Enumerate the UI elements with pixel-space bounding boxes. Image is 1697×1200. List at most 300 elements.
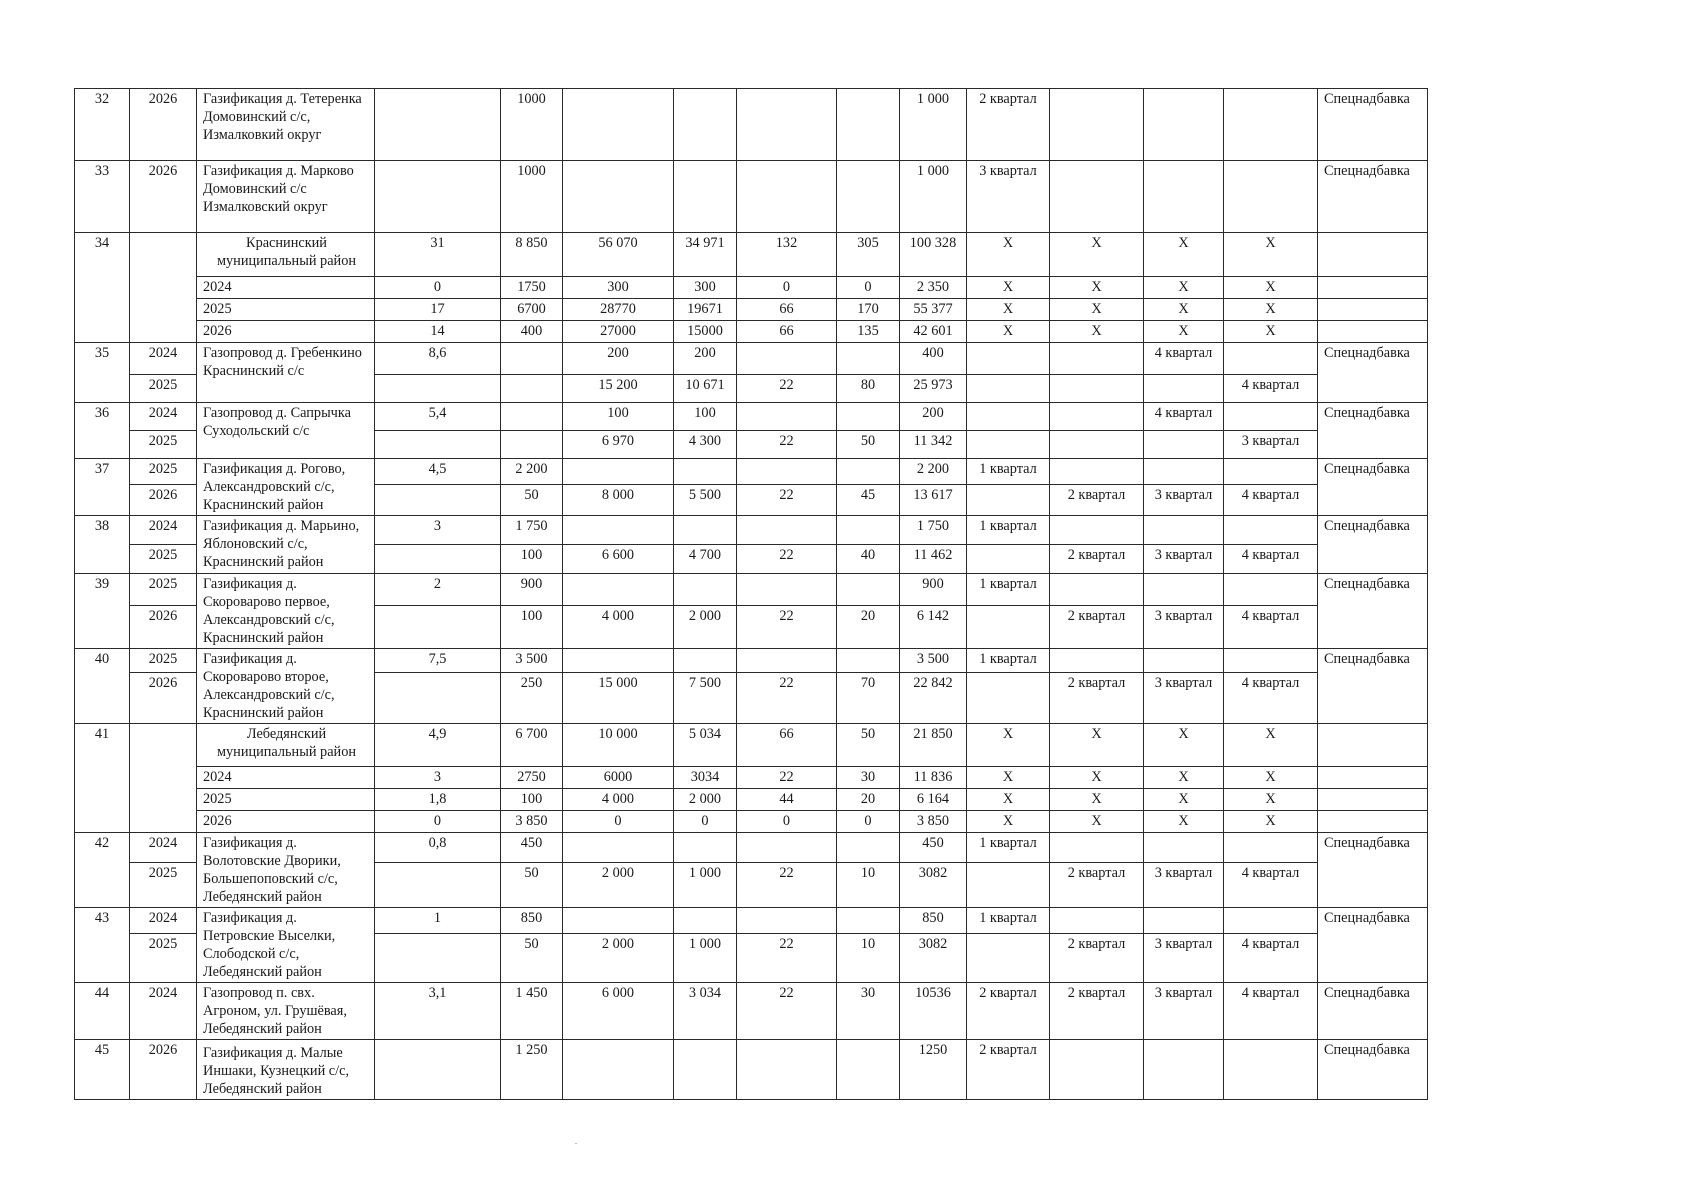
- cost-cell-1: 50: [501, 485, 563, 516]
- cost-cell-2: 27000: [563, 321, 674, 343]
- cost-cell-3: 4 300: [674, 431, 737, 459]
- note-cell: Спецнадбавка: [1318, 459, 1428, 516]
- cost-cell-5: 50: [837, 431, 900, 459]
- cost-cell-5: 170: [837, 299, 900, 321]
- note-cell: Спецнадбавка: [1318, 343, 1428, 403]
- stage-2-cell: [1050, 89, 1144, 161]
- cost-cell-5: [837, 161, 900, 233]
- stage-1-cell: 3 квартал: [967, 161, 1050, 233]
- total-cell: 3 500: [900, 649, 967, 673]
- stage-4-cell: 3 квартал: [1224, 431, 1318, 459]
- cost-cell-1: 3 500: [501, 649, 563, 673]
- district-year-row: [75, 299, 1428, 321]
- stage-4-cell: [1224, 1040, 1318, 1100]
- cost-cell-4: 0: [737, 811, 837, 833]
- cost-cell-2: 4 000: [563, 789, 674, 811]
- note-cell: Спецнадбавка: [1318, 89, 1428, 161]
- object-name: Газопровод п. свх. Агроном, ул. Грушёвая, Лебедянский район: [197, 983, 375, 1040]
- cost-cell-4: [737, 1040, 837, 1100]
- cost-cell-3: 3034: [674, 767, 737, 789]
- cost-cell-4: 22: [737, 431, 837, 459]
- stage-1-cell: [967, 375, 1050, 403]
- stage-2-cell: [1050, 403, 1144, 431]
- length-cell: 0,8: [375, 833, 501, 863]
- cost-cell-3: 1 000: [674, 933, 737, 982]
- stage-4-cell: [1224, 403, 1318, 431]
- cost-cell-4: [737, 403, 837, 431]
- cost-cell-3: 200: [674, 343, 737, 375]
- table-row: [75, 161, 1428, 233]
- district-year-row: [75, 277, 1428, 299]
- cost-cell-4: 44: [737, 789, 837, 811]
- length-cell: 31: [375, 233, 501, 277]
- cost-cell-2: 6000: [563, 767, 674, 789]
- cost-cell-4: [737, 161, 837, 233]
- length-cell: 8,6: [375, 343, 501, 375]
- cost-cell-2: 8 000: [563, 485, 674, 516]
- stage-4-cell: [1224, 908, 1318, 934]
- stage-1-cell: [967, 673, 1050, 724]
- stage-3-cell: 3 квартал: [1144, 545, 1224, 574]
- cost-cell-1: [501, 403, 563, 431]
- x-mark: X: [967, 789, 1050, 811]
- stage-1-cell: 2 квартал: [967, 983, 1050, 1040]
- length-cell: 0: [375, 277, 501, 299]
- stage-2-cell: 2 квартал: [1050, 983, 1144, 1040]
- object-name: Газификация д. Петровские Выселки, Слободской с/с, Лебедянский район: [197, 908, 375, 983]
- row-number: 35: [75, 343, 130, 403]
- total-cell: 3 850: [900, 811, 967, 833]
- stage-1-cell: 1 квартал: [967, 516, 1050, 545]
- cost-cell-3: [674, 574, 737, 606]
- row-year: 2024: [130, 516, 197, 545]
- total-cell: 400: [900, 343, 967, 375]
- cost-cell-2: 4 000: [563, 606, 674, 649]
- cost-cell-4: 66: [737, 321, 837, 343]
- row-year: 2025: [130, 933, 197, 982]
- cost-cell-1: 450: [501, 833, 563, 863]
- stage-1-cell: [967, 431, 1050, 459]
- stage-2-cell: [1050, 343, 1144, 375]
- cost-cell-3: [674, 89, 737, 161]
- total-cell: 3082: [900, 863, 967, 908]
- row-number: 45: [75, 1040, 130, 1100]
- cost-cell-2: 28770: [563, 299, 674, 321]
- row-year: 2026: [130, 606, 197, 649]
- total-cell: 11 836: [900, 767, 967, 789]
- row-year: 2025: [130, 431, 197, 459]
- cost-cell-1: 8 850: [501, 233, 563, 277]
- note-cell: [1318, 811, 1428, 833]
- stage-4-cell: 4 квартал: [1224, 863, 1318, 908]
- stage-4-cell: [1224, 833, 1318, 863]
- total-cell: 42 601: [900, 321, 967, 343]
- cost-cell-4: 22: [737, 983, 837, 1040]
- stage-4-cell: 4 квартал: [1224, 545, 1318, 574]
- stage-4-cell: [1224, 516, 1318, 545]
- cost-cell-3: 34 971: [674, 233, 737, 277]
- table-row: [75, 649, 1428, 673]
- note-cell: [1318, 277, 1428, 299]
- length-cell: 7,5: [375, 649, 501, 673]
- x-mark: X: [1224, 767, 1318, 789]
- cost-cell-1: 100: [501, 545, 563, 574]
- row-number: 33: [75, 161, 130, 233]
- cost-cell-1: [501, 375, 563, 403]
- row-year: 2025: [130, 375, 197, 403]
- stage-2-cell: [1050, 516, 1144, 545]
- cost-cell-2: [563, 1040, 674, 1100]
- cost-cell-1: 1000: [501, 161, 563, 233]
- x-mark: X: [1224, 724, 1318, 767]
- total-cell: 22 842: [900, 673, 967, 724]
- length-cell: [375, 161, 501, 233]
- stage-3-cell: [1144, 431, 1224, 459]
- object-name: Газопровод д. Гребенкино Краснинский с/с: [197, 343, 375, 403]
- x-mark: X: [967, 767, 1050, 789]
- x-mark: X: [1224, 789, 1318, 811]
- row-number: 37: [75, 459, 130, 516]
- cost-cell-3: 7 500: [674, 673, 737, 724]
- stage-1-cell: 1 квартал: [967, 833, 1050, 863]
- x-mark: X: [1224, 277, 1318, 299]
- stage-1-cell: 1 квартал: [967, 574, 1050, 606]
- cost-cell-4: [737, 908, 837, 934]
- cost-cell-3: 2 000: [674, 789, 737, 811]
- object-name: Газификация д. Волотовские Дворики, Большепоповский с/с, Лебедянский район: [197, 833, 375, 908]
- cost-cell-3: 15000: [674, 321, 737, 343]
- stage-4-cell: 4 квартал: [1224, 983, 1318, 1040]
- cost-cell-4: [737, 516, 837, 545]
- cost-cell-5: [837, 459, 900, 485]
- cost-cell-4: 22: [737, 863, 837, 908]
- object-name: Газификация д. Тетеренка Домовинский с/с, Измалковкий округ: [197, 89, 375, 161]
- cost-cell-2: 15 200: [563, 375, 674, 403]
- cost-cell-1: 1750: [501, 277, 563, 299]
- length-cell: 4,5: [375, 459, 501, 485]
- document-sheet: [74, 88, 1428, 1100]
- row-number: 40: [75, 649, 130, 724]
- cost-cell-3: 5 500: [674, 485, 737, 516]
- length-cell: [375, 545, 501, 574]
- cost-cell-1: 3 850: [501, 811, 563, 833]
- stage-3-cell: [1144, 908, 1224, 934]
- x-mark: X: [1144, 299, 1224, 321]
- total-cell: 3082: [900, 933, 967, 982]
- district-year-row: [75, 811, 1428, 833]
- cost-cell-1: 2750: [501, 767, 563, 789]
- stage-3-cell: 4 квартал: [1144, 403, 1224, 431]
- cost-cell-1: 100: [501, 789, 563, 811]
- note-cell: Спецнадбавка: [1318, 574, 1428, 649]
- cost-cell-2: [563, 161, 674, 233]
- x-mark: X: [1144, 767, 1224, 789]
- cost-cell-5: 0: [837, 811, 900, 833]
- cost-cell-5: [837, 89, 900, 161]
- length-cell: 1,8: [375, 789, 501, 811]
- note-cell: [1318, 789, 1428, 811]
- length-cell: 1: [375, 908, 501, 934]
- cost-cell-4: 132: [737, 233, 837, 277]
- cost-cell-4: 22: [737, 673, 837, 724]
- length-cell: [375, 673, 501, 724]
- note-cell: [1318, 233, 1428, 277]
- cost-cell-1: [501, 431, 563, 459]
- cost-cell-3: [674, 161, 737, 233]
- stage-1-cell: 1 квартал: [967, 908, 1050, 934]
- stage-3-cell: [1144, 516, 1224, 545]
- row-year: 2026: [130, 89, 197, 161]
- total-cell: 55 377: [900, 299, 967, 321]
- row-year: 2024: [130, 403, 197, 431]
- cost-cell-3: 5 034: [674, 724, 737, 767]
- length-cell: 0: [375, 811, 501, 833]
- stage-2-cell: 2 квартал: [1050, 933, 1144, 982]
- total-cell: 13 617: [900, 485, 967, 516]
- cost-cell-3: [674, 1040, 737, 1100]
- length-cell: 3,1: [375, 983, 501, 1040]
- note-cell: Спецнадбавка: [1318, 983, 1428, 1040]
- x-mark: X: [1224, 811, 1318, 833]
- district-year-row: [75, 789, 1428, 811]
- cost-cell-5: 305: [837, 233, 900, 277]
- x-mark: X: [967, 321, 1050, 343]
- object-name: Газификация д. Рогово, Александровский с/с, Краснинский район: [197, 459, 375, 516]
- cost-cell-5: [837, 343, 900, 375]
- total-cell: 6 164: [900, 789, 967, 811]
- district-row: [75, 233, 1428, 277]
- gasification-table: [74, 88, 1428, 1100]
- stage-3-cell: [1144, 375, 1224, 403]
- length-cell: [375, 1040, 501, 1100]
- note-cell: [1318, 299, 1428, 321]
- table-row: [75, 1040, 1428, 1100]
- cost-cell-5: [837, 1040, 900, 1100]
- stage-1-cell: [967, 606, 1050, 649]
- x-mark: X: [967, 277, 1050, 299]
- cost-cell-2: 0: [563, 811, 674, 833]
- cost-cell-2: [563, 833, 674, 863]
- district-year: 2026: [197, 321, 375, 343]
- stage-1-cell: 1 квартал: [967, 459, 1050, 485]
- table-row: [75, 516, 1428, 545]
- object-name: Газификация д. Марково Домовинский с/с Измалковский округ: [197, 161, 375, 233]
- stage-4-cell: [1224, 649, 1318, 673]
- cost-cell-3: 300: [674, 277, 737, 299]
- row-number: 44: [75, 983, 130, 1040]
- length-cell: [375, 933, 501, 982]
- table-row: [75, 574, 1428, 606]
- row-year: 2026: [130, 1040, 197, 1100]
- total-cell: 11 462: [900, 545, 967, 574]
- cost-cell-4: 22: [737, 375, 837, 403]
- row-year: 2024: [130, 983, 197, 1040]
- x-mark: X: [1144, 321, 1224, 343]
- stage-1-cell: 2 квартал: [967, 1040, 1050, 1100]
- cost-cell-2: [563, 516, 674, 545]
- stage-3-cell: 3 квартал: [1144, 606, 1224, 649]
- length-cell: 5,4: [375, 403, 501, 431]
- row-number: 32: [75, 89, 130, 161]
- x-mark: X: [1050, 724, 1144, 767]
- stage-1-cell: [967, 545, 1050, 574]
- cost-cell-1: 900: [501, 574, 563, 606]
- cost-cell-5: 0: [837, 277, 900, 299]
- cost-cell-2: [563, 908, 674, 934]
- x-mark: X: [967, 724, 1050, 767]
- stage-1-cell: [967, 863, 1050, 908]
- x-mark: X: [1224, 299, 1318, 321]
- total-cell: 2 350: [900, 277, 967, 299]
- object-name: Газификация д. Скороварово первое, Александровский с/с, Краснинский район: [197, 574, 375, 649]
- cost-cell-1: [501, 343, 563, 375]
- table-row: [75, 459, 1428, 485]
- cost-cell-1: 250: [501, 673, 563, 724]
- stage-2-cell: [1050, 908, 1144, 934]
- x-mark: X: [1050, 767, 1144, 789]
- total-cell: 1250: [900, 1040, 967, 1100]
- cost-cell-1: 50: [501, 863, 563, 908]
- stage-2-cell: 2 квартал: [1050, 673, 1144, 724]
- total-cell: 25 973: [900, 375, 967, 403]
- stage-4-cell: 4 квартал: [1224, 606, 1318, 649]
- cost-cell-5: 20: [837, 606, 900, 649]
- table-row: [75, 833, 1428, 863]
- x-mark: X: [1050, 811, 1144, 833]
- cost-cell-4: 22: [737, 485, 837, 516]
- x-mark: X: [1144, 233, 1224, 277]
- row-number: 39: [75, 574, 130, 649]
- total-cell: 1 750: [900, 516, 967, 545]
- cost-cell-3: 2 000: [674, 606, 737, 649]
- cost-cell-2: 100: [563, 403, 674, 431]
- table-row: [75, 983, 1428, 1040]
- stage-3-cell: 3 квартал: [1144, 863, 1224, 908]
- stage-2-cell: 2 квартал: [1050, 863, 1144, 908]
- cost-cell-5: [837, 833, 900, 863]
- cost-cell-3: [674, 459, 737, 485]
- stage-2-cell: 2 квартал: [1050, 606, 1144, 649]
- district-year: 2024: [197, 277, 375, 299]
- cost-cell-1: 6700: [501, 299, 563, 321]
- cost-cell-1: 50: [501, 933, 563, 982]
- stage-3-cell: 3 квартал: [1144, 983, 1224, 1040]
- cost-cell-1: 1000: [501, 89, 563, 161]
- x-mark: X: [967, 299, 1050, 321]
- cost-cell-2: 6 970: [563, 431, 674, 459]
- stage-2-cell: 2 квартал: [1050, 485, 1144, 516]
- row-number: 42: [75, 833, 130, 908]
- cost-cell-4: [737, 89, 837, 161]
- cost-cell-4: 22: [737, 933, 837, 982]
- cost-cell-2: [563, 574, 674, 606]
- stage-2-cell: [1050, 375, 1144, 403]
- length-cell: [375, 606, 501, 649]
- cost-cell-3: 10 671: [674, 375, 737, 403]
- note-cell: [1318, 321, 1428, 343]
- object-name: Газификация д. Малые Иншаки, Кузнецкий с/с, Лебедянский район: [197, 1040, 375, 1100]
- note-cell: Спецнадбавка: [1318, 516, 1428, 574]
- cost-cell-5: 80: [837, 375, 900, 403]
- x-mark: X: [1144, 277, 1224, 299]
- cost-cell-5: 30: [837, 767, 900, 789]
- row-year: [130, 233, 197, 343]
- cost-cell-3: 19671: [674, 299, 737, 321]
- total-cell: 900: [900, 574, 967, 606]
- stage-3-cell: [1144, 833, 1224, 863]
- cost-cell-1: 1 750: [501, 516, 563, 545]
- object-name: Газопровод д. Сапрычка Суходольский с/с: [197, 403, 375, 459]
- district-year: 2024: [197, 767, 375, 789]
- cost-cell-5: 40: [837, 545, 900, 574]
- length-cell: [375, 89, 501, 161]
- x-mark: X: [967, 233, 1050, 277]
- district-row: [75, 724, 1428, 767]
- district-year: 2025: [197, 789, 375, 811]
- stage-2-cell: [1050, 574, 1144, 606]
- stage-3-cell: 3 квартал: [1144, 485, 1224, 516]
- stage-4-cell: 4 квартал: [1224, 933, 1318, 982]
- district-year: 2025: [197, 299, 375, 321]
- note-cell: Спецнадбавка: [1318, 908, 1428, 983]
- stage-3-cell: 3 квартал: [1144, 933, 1224, 982]
- cost-cell-3: [674, 516, 737, 545]
- row-year: 2025: [130, 649, 197, 673]
- stage-1-cell: [967, 343, 1050, 375]
- note-cell: [1318, 724, 1428, 767]
- cost-cell-2: 10 000: [563, 724, 674, 767]
- district-year-row: [75, 321, 1428, 343]
- x-mark: X: [1050, 789, 1144, 811]
- cost-cell-2: 6 000: [563, 983, 674, 1040]
- note-cell: Спецнадбавка: [1318, 649, 1428, 724]
- length-cell: [375, 431, 501, 459]
- x-mark: X: [1224, 233, 1318, 277]
- length-cell: [375, 375, 501, 403]
- stage-4-cell: 4 квартал: [1224, 485, 1318, 516]
- table-row: [75, 89, 1428, 161]
- stage-1-cell: [967, 485, 1050, 516]
- cost-cell-5: 45: [837, 485, 900, 516]
- stage-2-cell: [1050, 649, 1144, 673]
- total-cell: 1 000: [900, 89, 967, 161]
- note-cell: Спецнадбавка: [1318, 161, 1428, 233]
- cost-cell-5: [837, 403, 900, 431]
- cost-cell-5: [837, 649, 900, 673]
- row-number: 34: [75, 233, 130, 343]
- cost-cell-5: 135: [837, 321, 900, 343]
- cost-cell-1: 6 700: [501, 724, 563, 767]
- cost-cell-5: 50: [837, 724, 900, 767]
- cost-cell-1: 100: [501, 606, 563, 649]
- row-number: 38: [75, 516, 130, 574]
- cost-cell-2: 200: [563, 343, 674, 375]
- cost-cell-2: [563, 459, 674, 485]
- stage-4-cell: [1224, 574, 1318, 606]
- stage-3-cell: [1144, 574, 1224, 606]
- district-year: 2026: [197, 811, 375, 833]
- table-row: [75, 403, 1428, 431]
- total-cell: 100 328: [900, 233, 967, 277]
- stage-4-cell: [1224, 343, 1318, 375]
- cost-cell-4: 22: [737, 545, 837, 574]
- cost-cell-2: 2 000: [563, 933, 674, 982]
- stage-3-cell: [1144, 89, 1224, 161]
- row-year: 2026: [130, 161, 197, 233]
- cost-cell-4: [737, 574, 837, 606]
- cost-cell-4: [737, 459, 837, 485]
- length-cell: 4,9: [375, 724, 501, 767]
